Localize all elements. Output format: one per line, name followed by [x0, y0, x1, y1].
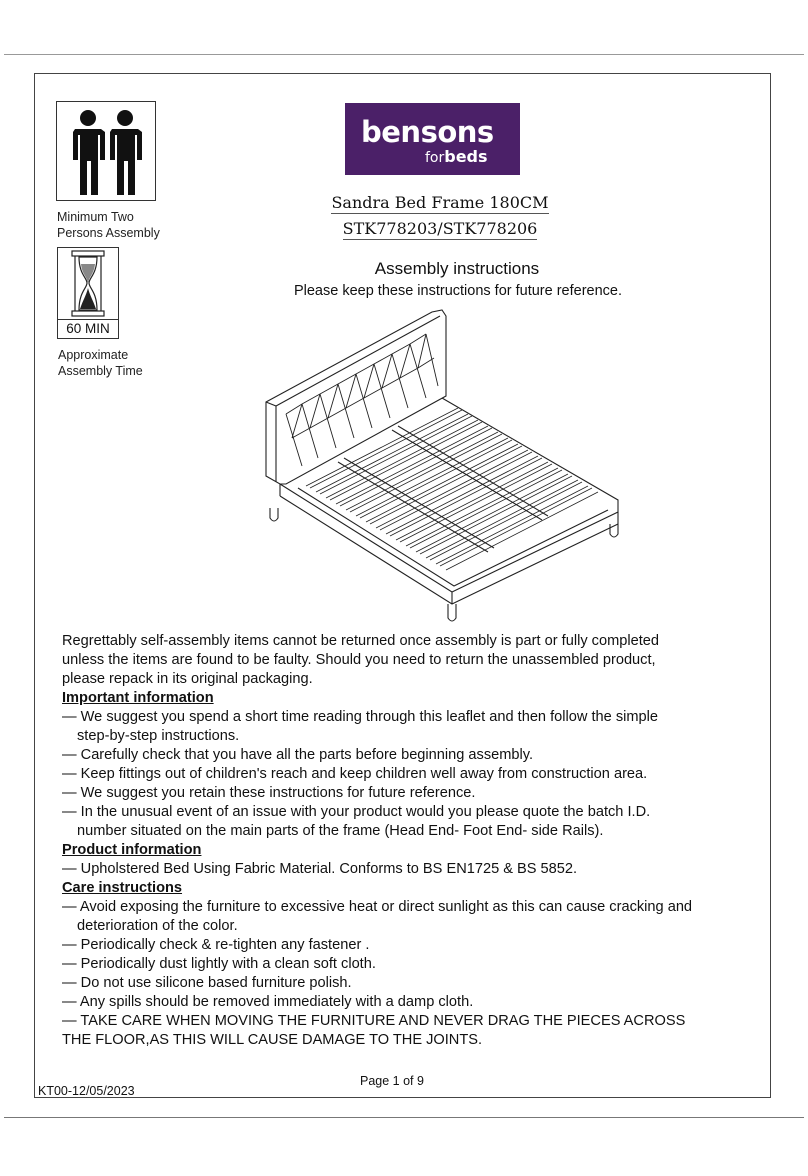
care-item: — TAKE CARE WHEN MOVING THE FURNITURE AND NEVER DRAG THE PIECES ACROSS — [62, 1013, 686, 1029]
care-item: — Avoid exposing the furniture to excessive heat or direct sunlight as this can cause cracking and — [62, 899, 693, 915]
document-code: KT00-12/05/2023 — [38, 1084, 135, 1098]
intro-line-1: Regrettably self-assembly items cannot be returned once assembly is part or fully completed — [62, 633, 659, 649]
two-persons-icon — [56, 101, 156, 201]
product-codes-text: STK778203/STK778206 — [342, 219, 538, 238]
care-item: — Periodically dust lightly with a clean soft cloth. — [62, 956, 376, 972]
product-name — [300, 193, 580, 212]
important-item: — Carefully check that you have all the parts before beginning assembly. — [62, 747, 534, 763]
important-item: — Keep fittings out of children's reach and keep children well away from construction area. — [62, 766, 648, 782]
assembly-subheading: Please keep these instructions for future reference. — [293, 283, 623, 299]
page-number: Page 1 of 9 — [360, 1074, 424, 1088]
logo-line1: bensons — [361, 115, 494, 149]
product-info-item: — Upholstered Bed Using Fabric Material. Conforms to BS EN1725 & BS 5852. — [62, 861, 578, 877]
important-heading: Important information — [62, 690, 214, 706]
product-codes — [300, 219, 580, 238]
important-item: — We suggest you spend a short time reading through this leaflet and then follow the simple — [62, 709, 658, 725]
logo-line2-prefix: for — [425, 150, 445, 166]
hourglass-icon — [58, 248, 118, 320]
logo-line2-bold: beds — [444, 147, 488, 166]
time-caption-2: Assembly Time — [58, 364, 143, 378]
care-item: — Periodically check & re-tighten any fastener . — [62, 937, 370, 953]
care-item: deterioration of the color. — [77, 918, 238, 934]
bensons-logo — [345, 103, 520, 175]
important-item: step-by-step instructions. — [77, 728, 240, 744]
persons-caption-2: Persons Assembly — [57, 226, 160, 240]
logo-line2 — [425, 147, 488, 166]
bottom-rule — [4, 1117, 804, 1118]
assembly-time-label: 60 MIN — [58, 319, 118, 338]
body-text — [62, 632, 762, 1050]
product-info-heading: Product information — [62, 842, 202, 858]
bed-frame-illustration — [262, 306, 632, 628]
care-item: THE FLOOR,AS THIS WILL CAUSE DAMAGE TO THE JOINTS. — [62, 1032, 483, 1048]
intro-line-3: please repack in its original packaging. — [62, 671, 313, 687]
time-caption-1: Approximate — [58, 348, 129, 362]
important-item: number situated on the main parts of the frame (Head End- Foot End- side Rails). — [77, 823, 604, 839]
care-item: — Any spills should be removed immediately with a damp cloth. — [62, 994, 474, 1010]
product-name-text: Sandra Bed Frame 180CM — [331, 193, 549, 212]
intro-line-2: unless the items are found to be faulty. Should you need to return the unassembled product, — [62, 652, 656, 668]
persons-caption-1: Minimum Two — [57, 210, 134, 224]
care-item: — Do not use silicone based furniture polish. — [62, 975, 352, 991]
assembly-heading: Assembly instructions — [374, 259, 540, 278]
hourglass-box — [57, 247, 119, 339]
important-item: — In the unusual event of an issue with your product would you please quote the batch I.D. — [62, 804, 651, 820]
care-heading: Care instructions — [62, 880, 183, 896]
important-item: — We suggest you retain these instructions for future reference. — [62, 785, 476, 801]
top-rule — [4, 54, 804, 55]
